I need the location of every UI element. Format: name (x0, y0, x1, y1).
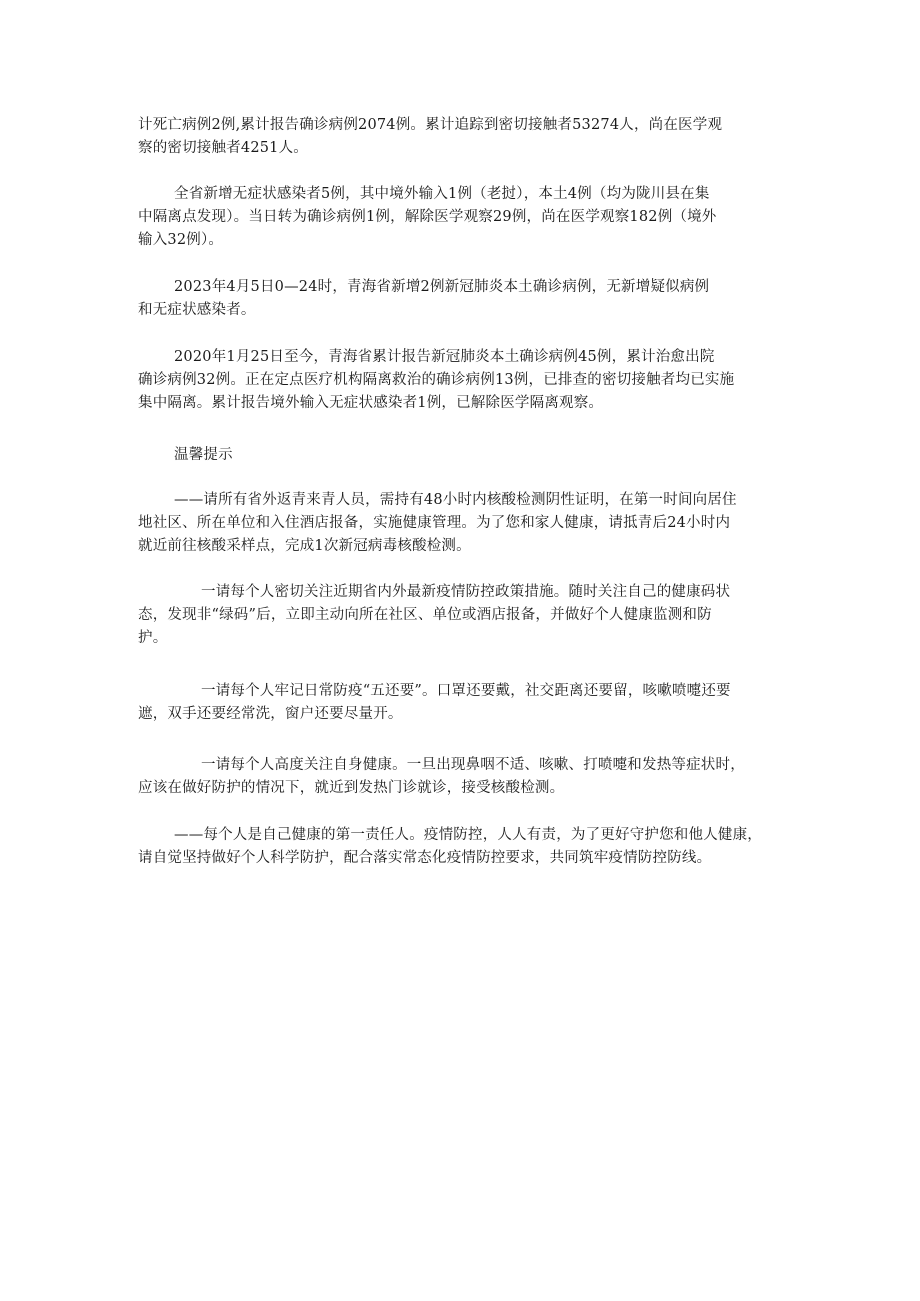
paragraph-death-and-contacts (138, 114, 788, 160)
text-line: 一请每个人牢记日常防疫“五还要”。口罩还要戴，社交距离还要留，咳嗽喷嚏还要 (201, 683, 731, 699)
tip-return-qinghai (138, 489, 788, 558)
tip-personal-responsibility (138, 824, 788, 870)
paragraph-qinghai-cumulative (138, 346, 788, 415)
text-line: 一请每个人密切关注近期省内外最新疫情防控政策措施。随时关注自己的健康码状 (201, 584, 731, 600)
text-line: 应该在做好防护的情况下，就近到发热门诊就诊，接受核酸检测。 (138, 780, 565, 796)
text-line: 全省新增无症状感染者5例，其中境外输入1例（老挝），本土4例（均为陇川县在集 (174, 186, 710, 202)
text-line: 遮，双手还要经常洗，窗户还要尽量开。 (138, 706, 403, 722)
heading-text: 温馨提示 (174, 447, 233, 463)
paragraph-qinghai-daily (138, 276, 788, 322)
text-line: ——请所有省外返青来青人员，需持有48小时内核酸检测阴性证明，在第一时间向居住 (174, 492, 737, 508)
text-line: 和无症状感染者。 (138, 302, 256, 318)
text-line: 输入32例）。 (138, 232, 224, 248)
text-line: 就近前往核酸采样点，完成1次新冠病毒核酸检测。 (138, 538, 471, 554)
text-line: 2020年1月25日至今，青海省累计报告新冠肺炎本土确诊病例45例，累计治愈出院 (174, 349, 715, 365)
text-line: ——每个人是自己健康的第一责任人。疫情防控，人人有责，为了更好守护您和他人健康， (174, 827, 762, 843)
text-line: 集中隔离。累计报告境外输入无症状感染者1例，已解除医学隔离观察。 (138, 395, 604, 411)
text-line: 2023年4月5日0—24时，青海省新增2例新冠肺炎本土确诊病例，无新增疑似病例 (174, 279, 710, 295)
text-line: 察的密切接触者4251人。 (138, 140, 309, 156)
text-line: 态，发现非“绿码”后，立即主动向所在社区、单位或酒店报备，并做好个人健康监测和防 (138, 607, 712, 623)
text-line: 地社区、所在单位和入住酒店报备，实施健康管理。为了您和家人健康，请抵青后24小时内 (138, 515, 731, 531)
text-line: 确诊病例32例。正在定点医疗机构隔离救治的确诊病例13例，已排查的密切接触者均已实施 (138, 372, 735, 388)
text-line: 请自觉坚持做好个人科学防护，配合落实常态化疫情防控要求，共同筑牢疫情防控防线。 (138, 850, 712, 866)
text-line: 一请每个人高度关注自身健康。一旦出现鼻咽不适、咳嗽、打喷嚏和发热等症状时， (201, 757, 745, 773)
text-line: 计死亡病例2例,累计报告确诊病例2074例。累计追踪到密切接触者53274人，尚在医学观 (138, 117, 723, 133)
tip-five-musts (138, 680, 788, 726)
paragraph-asymptomatic (138, 183, 788, 252)
section-heading-tips (138, 444, 788, 467)
tip-health-code (138, 581, 788, 650)
text-line: 护。 (138, 630, 168, 646)
tip-health-symptoms (138, 754, 788, 800)
text-line: 中隔离点发现）。当日转为确诊病例1例，解除医学观察29例，尚在医学观察182例（境外 (138, 209, 717, 225)
